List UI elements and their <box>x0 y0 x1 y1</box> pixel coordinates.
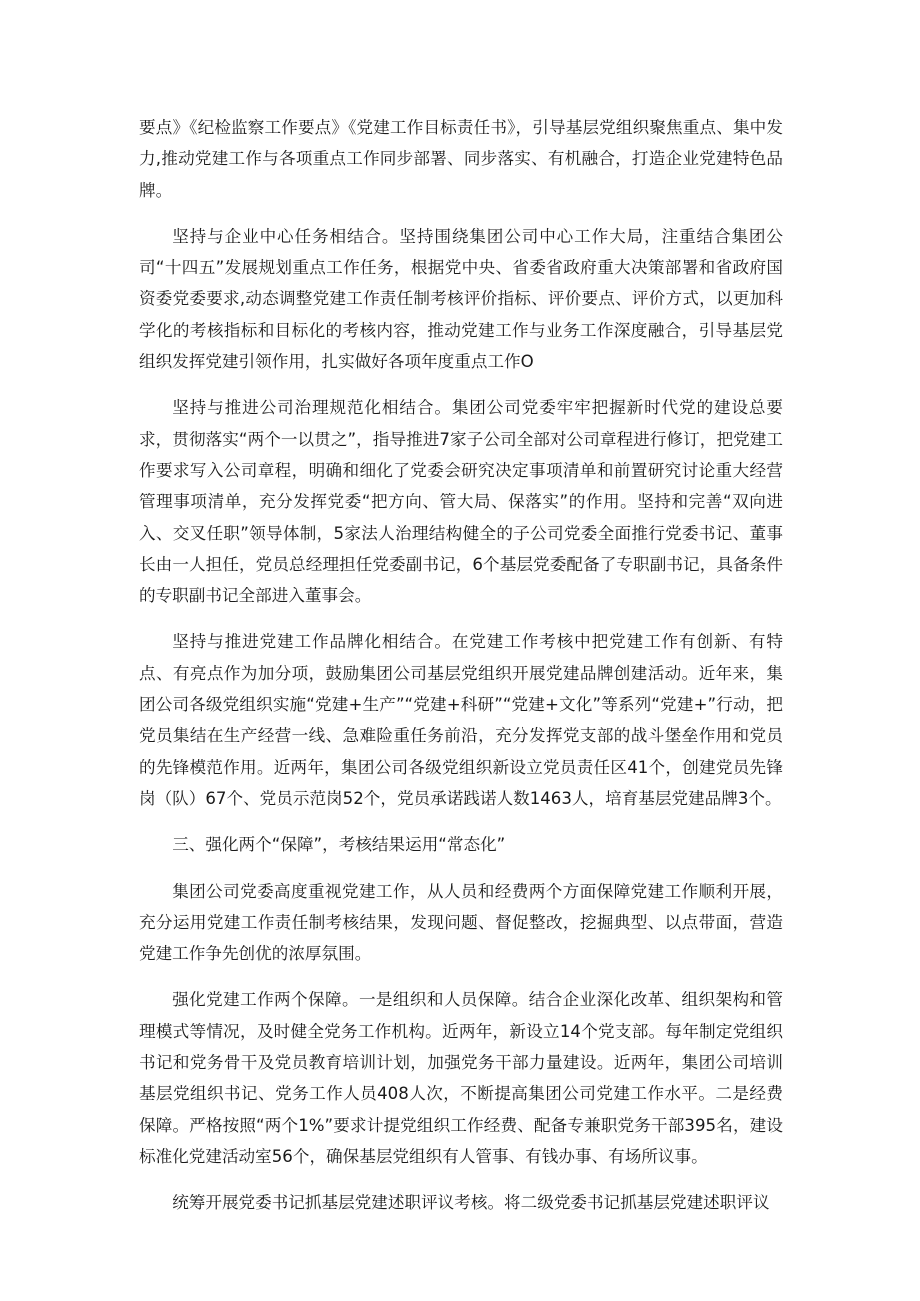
paragraph-1: 要点》《纪检监察工作要点》《党建工作目标责任书》，引导基层党组织聚焦重点、集中发力,推动党建工作与各项重点工作同步部署、同步落实、有机融合，打造企业党建特色品牌。 <box>139 118 783 200</box>
document-page <box>139 112 783 1234</box>
paragraph-3: 坚持与推进公司治理规范化相结合。集团公司党委牢牢把握新时代党的建设总要求，贯彻落实“两个一以贯之”，指导推进7家子公司全部对公司章程进行修订，把党建工作要求写入公司章程，明确和细化了党委会研究决定事项清单和前置研究讨论重大经营管理事项清单，充分发挥党委“把方向、管大局、保落实”的作用。坚持和完善“双向进入、交叉任职”领导体制，5家法人治理结构健全的子公司党委全面推行党委书记、董事长由一人担任，党员总经理担任党委副书记，6个基层党委配备了专职副书记，具备条件的专职副书记全部进入董事会。 <box>139 398 783 606</box>
paragraph-5: 集团公司党委高度重视党建工作，从人员和经费两个方面保障党建工作顺利开展，充分运用党建工作责任制考核结果，发现问题、督促整改，挖掘典型、以点带面，营造党建工作争先创优的浓厚氛围。 <box>139 881 783 964</box>
section-heading: 三、强化两个“保障”，考核结果运用“常态化” <box>172 835 506 855</box>
paragraph-2: 坚持与企业中心任务相结合。坚持围绕集团公司中心工作大局，注重结合集团公司“十四五”发展规划重点工作任务，根据党中央、省委省政府重大决策部署和省政府国资委党委要求,动态调整党建工作责任制考核评价指标、评价要点、评价方式，以更加科学化的考核指标和目标化的考核内容，推动党建工作与业务工作深度融合，引导基层党组织发挥党建引领作用，扎实做好各项年度重点工作O <box>139 226 783 372</box>
paragraph-6: 强化党建工作两个保障。一是组织和人员保障。结合企业深化改革、组织架构和管理模式等情况，及时健全党务工作机构。近两年，新设立14个党支部。每年制定党组织书记和党务骨干及党员教育培训计划，加强党务干部力量建设。近两年，集团公司培训基层党组织书记、党务工作人员408人次，不断提高集团公司党建工作水平。二是经费保障。严格按照“两个1%”要求计提党组织工作经费、配备专兼职党务干部395名，建设标准化党建活动室56个，确保基层党组织有人管事、有钱办事、有场所议事。 <box>139 990 783 1166</box>
paragraph-4: 坚持与推进党建工作品牌化相结合。在党建工作考核中把党建工作有创新、有特点、有亮点作为加分项，鼓励集团公司基层党组织开展党建品牌创建活动。近年来，集团公司各级党组织实施“党建+生产”“党建+科研”“党建+文化”等系列“党建+”行动，把党员集结在生产经营一线、急难险重任务前沿，充分发挥党支部的战斗堡垒作用和党员的先锋模范作用。近两年，集团公司各级党组织新设立党员责任区41个，创建党员先锋岗（队）67个、党员示范岗52个，党员承诺践诺人数1463人，培育基层党建品牌3个。 <box>139 632 783 808</box>
paragraph-7: 统筹开展党委书记抓基层党建述职评议考核。将二级党委书记抓基层党建述职评议 <box>172 1193 770 1213</box>
